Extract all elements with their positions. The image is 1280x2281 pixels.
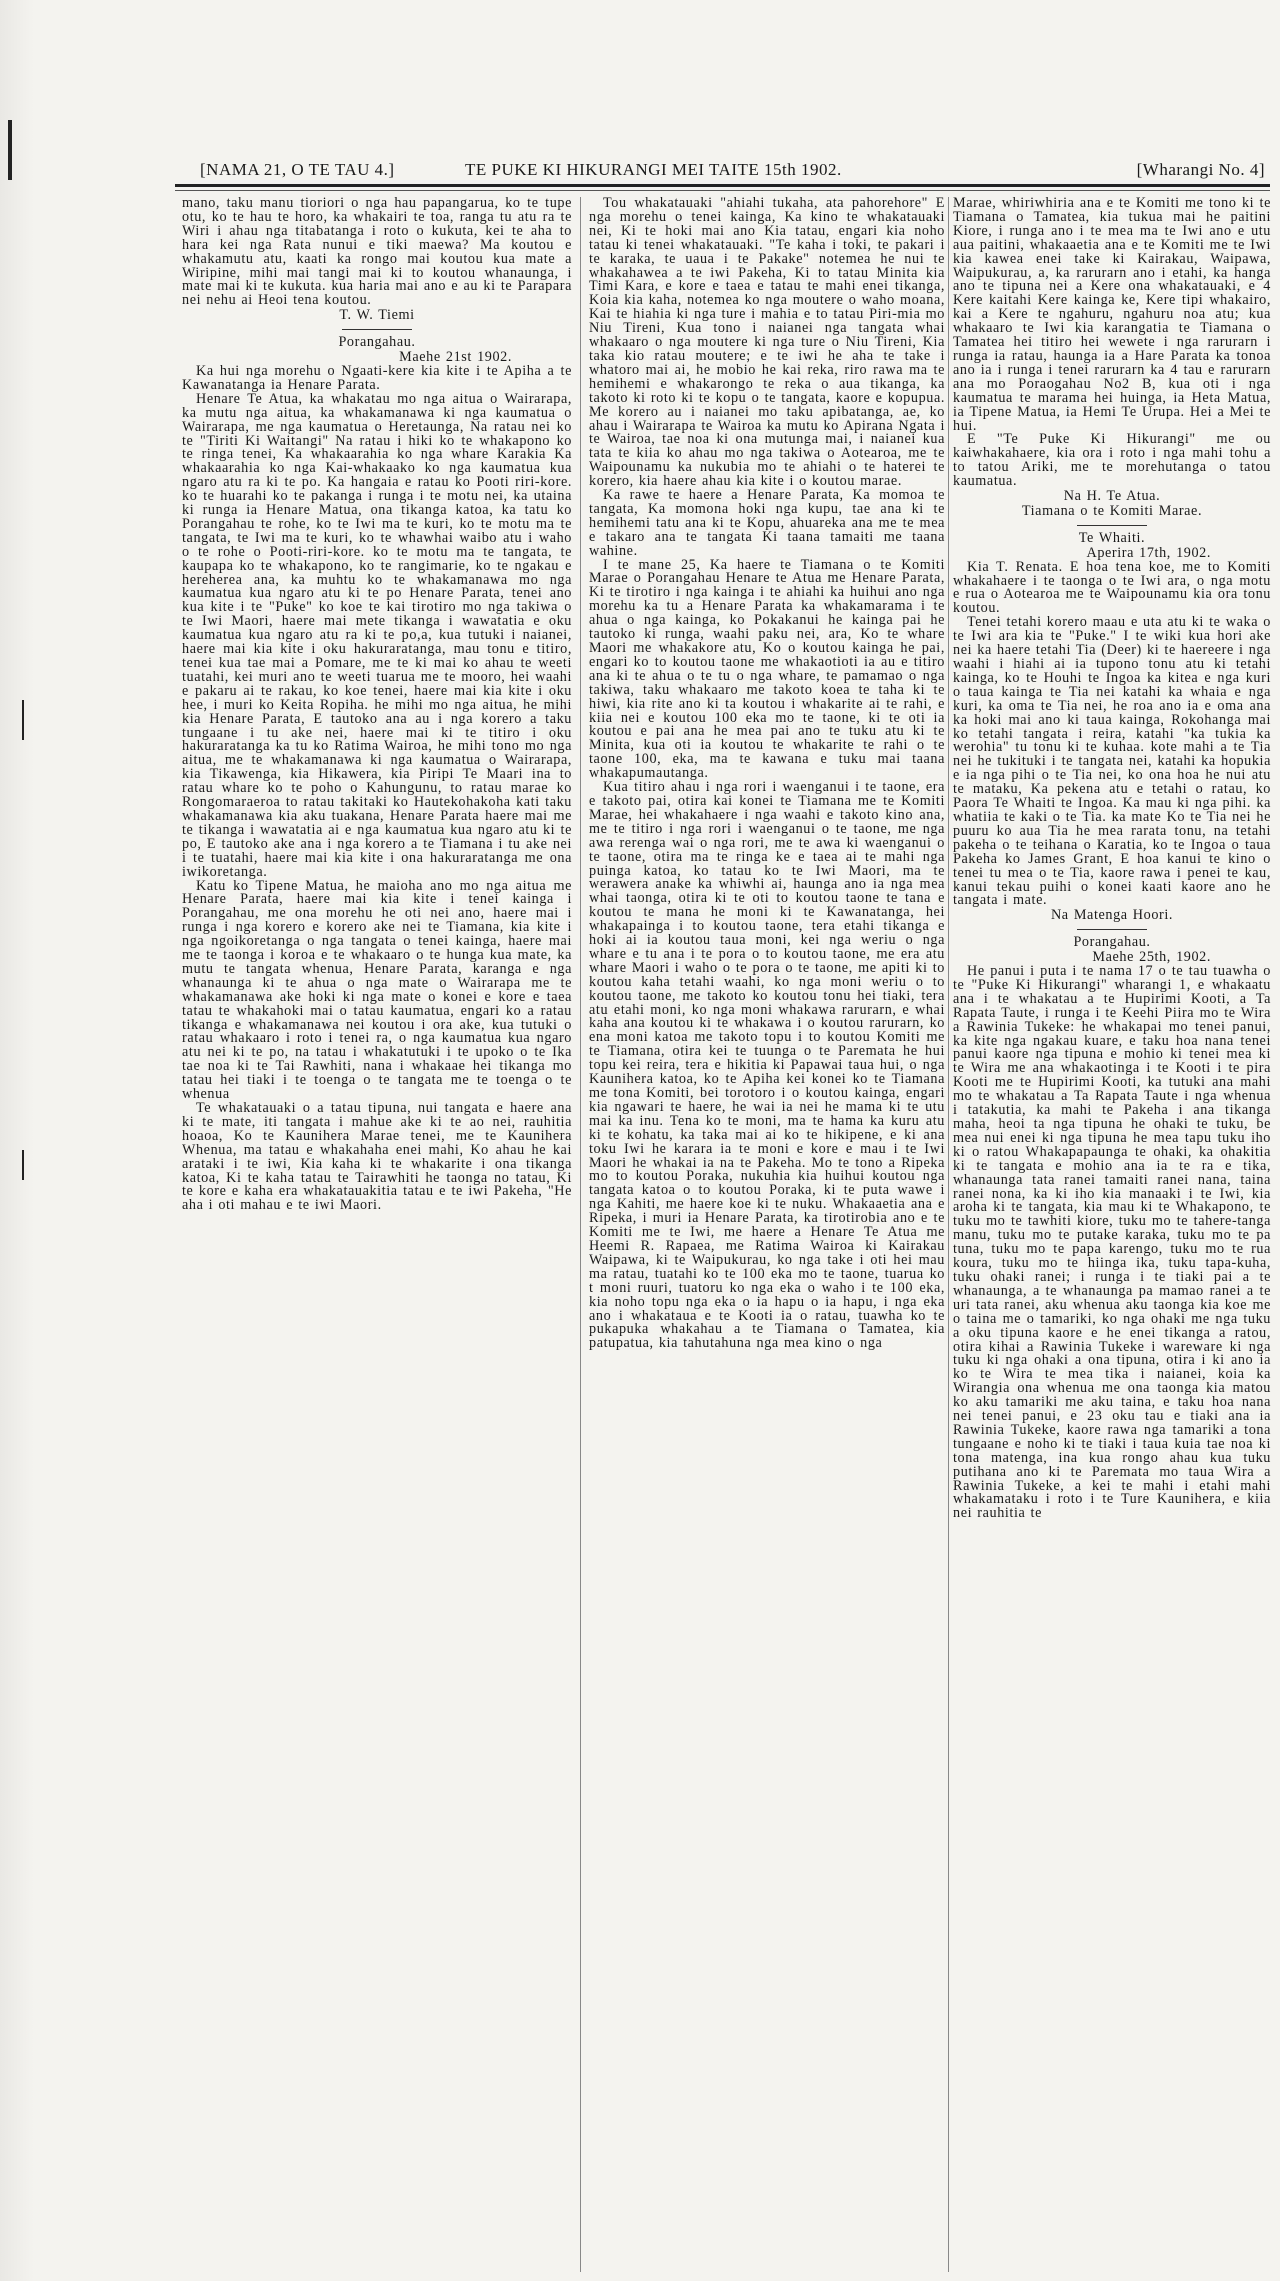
signature: Na Matenga Hoori. bbox=[1050, 907, 1174, 924]
signature: T. W. Tiemi bbox=[339, 307, 415, 324]
column-1 bbox=[182, 197, 572, 1213]
article-paragraph: I te mane 25, Ka haere te Tiamana o te Komiti Marae o Porangahau Henare te Atua me Henare Parata, Ki te tirotiro i nga kainga i te ahiahi ka huihui ano nga morehu ka tu a Henare Parata ka whakamarama i te ahua o nga kainga, ko Pokakanui he kainga pai he tautoko ki runga, waahi paku nei, ara, Ko te whare Maori me whakakore atu, Ko o koutou kainga he pai, engari ko to koutou taone me whakaotioti ia au e titiro ana ki te ahua o te tu o nga whare, te pamamao o nga takiwa, taku whakaaro me takoto koea te taha ki te hiwi, kia rite ano ki ta koutou i whakarite ai te rahi, e kiia nei e koutou 100 eka mo te taone, ki te oti ia koutou e pai ana he mea pai ano te tuku atu ki te Minita, kua oti ia koutou te whakarite te rahi o te taone 100, eka, ma te kawana e tuku mai taana whakapumautanga. bbox=[589, 556, 945, 782]
dateline-date: Maehe 21st 1902. bbox=[399, 349, 512, 366]
column-3 bbox=[953, 197, 1271, 1521]
dateline-date: Aperira 17th, 1902. bbox=[1086, 544, 1211, 561]
article-paragraph: Te whakatauaki o a tatau tipuna, nui tangata e haere ana ki te mate, iti tangata i mahue ake ki te ao nei, rauhitia hoaoa, Ko te Kaunihera Marae tenei, me te Kaunihera Whenua, ma tatau e whakahaha enei mahi, Ko ahau he kai arataki i te iwi, Kia kaha ki te whakarite i ona tikanga katoa, Ki te kaha tatau te Tairawhiti he taonga no tatau, Ki te kore e kaha era whakatauakitia tatau e te iwi Pakeha, "He aha i oti mahau e te iwi Maori. bbox=[182, 1100, 572, 1214]
dateline-place: Porangahau. bbox=[338, 334, 416, 351]
page-binding-edge bbox=[0, 0, 34, 2281]
article-paragraph: mano, taku manu tioriori o nga hau papangarua, ko te tupe otu, ko te hau te horo, ka whakairi te toa, ranga tu atu ra te Wiri i ahau nga titabatanga i roto o kukuta, kei te aha to hara kei nga Rata nunui e tiki maewa? Ma koutou e whakamutu atu, kaati ka rongo mai koutou kua mate a Wiripine, mihi mai tangi mai ki to koutou whanaunga, i mate mai ki te kukuta. kua haria mai ano e au ki te Parapara nei nehu ai Heoi tena koutou. bbox=[182, 195, 572, 309]
dateline-place: Te Whaiti. bbox=[1078, 529, 1146, 546]
page-number: [Wharangi No. 4] bbox=[1136, 160, 1265, 179]
masthead bbox=[200, 160, 1265, 184]
article-paragraph: E "Te Puke Ki Hikurangi" me ou kaiwhakahaere, kia ora i roto i nga mahi tohu a to tatou Ariki, me te morehutanga o tatou kaumatua. bbox=[953, 431, 1271, 490]
article-paragraph: Ka hui nga morehu o Ngaati-kere kia kite i te Apiha a te Kawanatanga ia Henare Parata. bbox=[182, 362, 572, 393]
signature: Tiamana o te Komiti Marae. bbox=[1021, 502, 1203, 519]
binding-shadow bbox=[22, 700, 24, 740]
column-divider bbox=[948, 197, 949, 2272]
article-paragraph: Henare Te Atua, ka whakatau mo nga aitua o Wairarapa, ka mutu nga aitua, ka whakamanawa ki nga kaumatua o Wairarapa, me nga kaumatua o Heretaunga, Na ratau nei ko te "Tiriti Ki Waitangi" Na ratau i hiki ko te whakapono ko te ringa tenei, Ka whakaarahia ko nga whare Karakia Ka whakaarahia ko nga Kai-whakaako ko nga kaumatua kua ngaro atu ra ki te po. Ka hangaia e ratau ko Pooti riri-kore. ko te huarahi ko te pakanga i runga i te motu nei, ka utaina ki runga ia Henare Matua, ona tikanga katoa, ka tatu ko Porangahau te rohe, ko te Iwi ma te kuri, ko te motu ma te tangata, te Iwi ma te kuri, ko te whawhai waibo atu i waho o te rohe o Pooti-riri-kore. ko te motu ma te tangata, te kaupapa ko te whakapono, ko te rangimarie, ko te ngakau e hereherea ana, ka muhtu ko te whakamanawa mo nga kaumatua kua ngaro atu ki te po Henare Parata, tenei ano kua kite i te "Puke" ko koe te kai tirotiro mo nga takiwa o te Iwi Maori, haere mai mete tikanga i wawatatia e oku kaumatua kua ngaro atu ra ki te po,a, kua tutuki i naianei, haere mai kia kite i oku hakuraratanga, mau tonu e titiro, tenei kua tae mai a Pomare, me te ki mai ko ahau te weeti tuatahi, kei muri ano te weeti tuarua me te mooro, hei waahi e pakaru ai te rakau, ko koe tenei, haere mai kia kite i oku hee, i muri ko Keita Ropiha. he mihi mo nga aitua, he mihi kia Henare Parata, E tautoko ana au i nga korero a taku tungaane i tu ake nei, haere mai ki te titiro i oku hakuraratanga ka tu ko Ratima Wairoa, he mihi tono mo nga aitua, me te whakamanawa ki nga kaumatua o Wairarapa, kia Tikawenga, kia Hikawera, kia Piripi Te Maari ina to ratau whare ko te poho o Kahungunu, to ratau marae ko Rongomaraeroa to ratau takitaki ko Hautekohakoha kati taku whakamanawa kia aku tuakana, Henare Parata haere mai me te tikanga i wawatatia ai e nga kaumatua kua ngaro atu ki te po, E tautoko ake ana i nga korero a te Tiamana i tu ake nei i te tuatahi, haere mai kia kite i ona hakuraratanga me ona iwikoretanga. bbox=[182, 390, 572, 880]
dateline-place: Porangahau. bbox=[1073, 934, 1151, 951]
masthead-rule bbox=[175, 184, 1270, 187]
newspaper-title: TE PUKE KI HIKURANGI MEI TAITE 15th 1902. bbox=[465, 160, 842, 179]
article-paragraph: Tenei tetahi korero maau e uta atu ki te waka o te Iwi ara kia te "Puke." I te wiki kua hori ake nei ka haere tetahi Tia (Deer) ki te haereere i nga waahi i hiahi ai ia tupono tonu atu ki tetahi kainga, ko te Houhi te Ingoa ka kitea e nga kuri o taua kainga te Tia nei katahi ka whaia e nga kuri, ka oma te Tia nei, he roa ano ia e oma ana ka hoki mai ano ki taua kainga, Rokohanga mai ko tetahi tangata i reira, katahi "ka tukia ka werohia" tu tonu ki te kuhaa. kote mahi a te Tia nei he tukituki i te tangata nei, katahi ka hopukia e ia nga pihi o te Tia nei, ko ona hoa he nui atu te mataku, Ka pekena atu e tetahi o ratau, ko Paora Te Whaiti te Ingoa. Ka mau ki nga pihi. ka whatiia te kaki o te Tia. ka mate Ko te Tia nei he puuru ko aua Tia he mea rarata tonu, na tetahi pakeha o te teihana o Karatia, ko te Ingoa o taua Pakeha ko James Grant, E hoa kanui te kino o tenei tu mea o te Tia, kaore rawa i penei te kau, kanui tekau puihi o konei kaati kaore ano he tangata i mate. bbox=[953, 614, 1271, 909]
article-paragraph: Marae, whiriwhiria ana e te Komiti me tono ki te Tiamana o Tamatea, kia tukua mai he paitini Kiore, i runga ano i te mea ma te Iwi ano e utu aua paitini, whakaaetia ana e te Komiti me te Iwi kia kawea enei take ki Kairakau, Waipawa, Waipukurau, a, ka rarurarn ano i etahi, ka hanga ano te tipuna nei a Kere ona whakatauaki, e 4 Kere kaitahi Kere kainga ke, Kere tipi whakairo, kai a Kere te ngahuru, ngahuru noa atu; kua whakaaro te Iwi kia karangatia te Tiamana o Tamatea hei titiro hei wewete i nga rarurarn i runga ia ratau, haunga ia a Hare Parata ka tonoa ano ia i runga i tenei rarurarn ka 4 tau e rarurarn ana mo Poraogahau No2 B, kua oti i nga kaumatua te marama hei huinga, ia Heta Matua, ia Tipene Matua, ia Hemi Te Urupa. Hei a Mei te hui. bbox=[953, 195, 1271, 434]
column-2 bbox=[589, 197, 945, 1351]
article-paragraph: Tou whakatauaki "ahiahi tukaha, ata pahorehore" E nga morehu o tenei kainga, Ka kino te whakatauaki nei, Ki te hoki mai ano Kia tatau, engari kia noho tatau ki tenei whakatauaki. "Te kaha i toki, te pakari i te karaka, te uaua i te Pakake" notemea he nui te whakahawea a te iwi Pakeha, Ki to tatau Minita kia Timi Kara, e kore e taea e tatau te mahi enei tikanga, Koia kia kaha, notemea ko nga moutere o waho moana, Kai te hiahia ki nga ture i mahia e to tatau Piri-mia mo Niu Tireni, Kua tono i naianei nga tangata whai whakaaro o nga moutere ki nga ture o Niu Tireni, Kia taka kio ratau moutere; e te iwi he aha te take i whatoro mai ai, he mobio he kai reka, riro rawa ma te hemihemi e whakarongo te reka o aua tikanga, ka takoto ki roto ki te kopu o te tangata, kaore e kopupua. Me korero au i naianei mo taku apibatanga, ae, ko ahau i Wairarapa te Wairoa ka mutu ko Apirana Ngata i te Wairoa, tae noa ki ona mutunga mai, i naianei kua tata te kiia ko ahau mo nga takiwa o Aotearoa, me te Waipounamu ka nukubia mo te ahiahi o te haterei te korero, kia haere ahau kia kite i o koutou marae. bbox=[589, 195, 945, 490]
binding-shadow bbox=[8, 120, 12, 180]
article-paragraph: He panui i puta i te nama 17 o te tau tuawha o te "Puke Ki Hikurangi" wharangi 1, e whakaatu ana i te whakatau a te Hupirimi Kooti, a Ta Rapata Taute, i runga i te Keehi Piira mo te Wira a Rawinia Tukeke: he whakapai mo tenei panui, ka kite nga ngakau kuare, e taku hoa nana tenei panui kaore nga tipuna e mohio ki tenei mea ki te Wira me ana whakaotinga i te Kooti i te pira Kooti me te Hupirimi Kooti, ka tutuki ana mahi mo te whakatau a Ta Rapata Taute i nga whenua i tatakutia, ka mahi te Pakeha i ana tikanga maha, heoi ta nga tipuna he ohaki te tuku, be mea nui enei ki nga tipuna he mea tapu tuku iho ki o ratou Whakapapaunga te ohaki, ka ohakitia ki te tangata e mohio ana ia te ra e tika, whanaunga tata ranei tamaiti ranei nana, taina ranei nona, ka ki iho kia manaaki i te Iwi, kia aroha ki te tangata, kia mau ki te Whakapono, te tuku mo te tawhiti kiore, tuku mo te tahere-tanga manu, tuku mo te putake karaka, tuku mo te pa tuna, tuku mo te papa karengo, tuku mo te rua koura, tuku mo te hiinga ika, tuku tapa-kuha, tuku ohaki ranei; i runga i te tiaki pai a te whanaunga, a te whanaunga pa mamao ranei a te uri tata ranei, aku whenua aku taonga kia koe me o taina me o tamariki, ko nga ohaki me nga tuku a oku tipuna kaore e he enei tikanga a ratou, otira kihai a Rawinia Tukeke i wareware ki nga tuku ki nga ohaki a ona tipuna, otira i ki ano ia ko te Wira te mea tika i naianei, koia ka Wirangia ona whenua me ona taonga kia matou ko aku tamariki me aku taina, e taku hoa nana nei tenei panui, e 23 oku tau e tiaki ana ia Rawinia Tukeke, kaore rawa nga tamariki a tona tungaane e noho ki te tiaki i taua kuia tae noa ki tona matenga, ina kua rongo ahau kua tuku putihana ano ki te Paremata mo taua Wira a Rawinia Tukeke, a kei te mahi i etahi mahi whakamataku i roto i te Ture Kaunihera, e kiia nei rauhitia te bbox=[953, 963, 1271, 1522]
binding-shadow bbox=[22, 1150, 24, 1180]
article-paragraph: Kua titiro ahau i nga rori i waenganui i te taone, era e takoto pai, otira kai konei te Tiamana me te Komiti Marae, hei whakahaere i nga waahi e takoto kino ana, me te titiro i nga rori i waenganui o te taone, me nga awa rerenga wai o nga rori, me te awa ki waenganui o te taone, otira ma te ringa ke e taea ai te mahi nga puinga katoa, ko tatau ko te Iwi Maori, ma te werawera anake ka whiwhi ai, haunga ano ia nga mea whai taonga, otira ki te oti to koutou taone te tana e koutou te mana he moni ki te Kawanatanga, hei whakapainga i to koutou taone, tera etahi tikanga e hoki ai ia koutou taua moni, kei nga weriu o nga whare e tu ana i te pora o to koutou taone, me era atu whare Maori i waho o te pora o te taone, me apiti ki to koutou kaha tetahi waahi, ko nga moni weriu o to koutou taone, me takoto ko koutou tonu hei tiaki, tera atu etahi moni, ko nga moni whakawa rarurarn, e whai kaha ana koutou ki te whakawa i o koutou rarurarn, ko ena moni katoa me takoto topu i to koutou Komiti me te Tiamana, otira kei te tuunga o te Paremata he hui topu kei reira, tera e hikitia ki Papawai taua hui, o nga Kaunihera katoa, ko te Apiha kei konei ko te Tiamana me tona Komiti, bei torotoro i o koutou kainga, engari kia ngawari te haere, he wai ia nei he mama ki te utu mai ka inu. Tena ko te moni, ma te hama ka kuru atu ki te kohatu, ka taka mai ai ko te hikipene, e ki ana toku Iwi he karara ia te moni e kore e mau i te Iwi Maori he whakai ia na te Pakeha. Mo te tono a Ripeka mo to koutou Poraka, nukuhia kia huihui koutou nga tangata katoa o to koutou Poraka, ki te puta wawe i nga Kahiti, me haere koe ki te nuku. Whakaaetia ana e Ripeka, i muri ia Henare Parata, ka tirotirobia ano e te Komiti me te Iwi, me haere a Henare Te Atua me Heemi R. Rapaea, me Ratima Wairoa ki Kairakau Waipawa, ki te Waipukurau, ko nga take i oti hei mau ma ratau, tuatahi ko te 100 eka mo te taone, tuarua ko t moni ruuri, tuatoru ko nga eka o waho i te 100 eka, kia noho topu nga eka o ia hapu o ia hapu, i nga eka ano i whakataua e te Kooti ia o ratau, tuawha ko te pukapuka whakahau a te Tiamana o Tamatea, kia patupatua, kia tahutahuna nga mea kino o nga bbox=[589, 779, 945, 1352]
section-divider bbox=[1077, 525, 1147, 526]
masthead-rule-thin bbox=[175, 190, 1270, 191]
section-divider bbox=[1077, 929, 1147, 930]
signature: Na H. Te Atua. bbox=[1063, 488, 1161, 505]
article-paragraph: Ka rawe te haere a Henare Parata, Ka momoa te tangata, Ka momona hoki nga kupu, tae ana ki te hemihemi tatu ana ki te Kopu, ahuareka ana me te mea e takaro ana te tangata Ki taana tamaiti me taana wahine. bbox=[589, 487, 945, 559]
issue-number: [NAMA 21, O TE TAU 4.] bbox=[200, 160, 395, 179]
column-divider bbox=[580, 197, 581, 2272]
article-paragraph: Kia T. Renata. E hoa tena koe, me to Komiti whakahaere i te taonga o te Iwi ara, o nga motu e rua o Aotearoa me te Waipounamu kia ora tonu koutou. bbox=[953, 558, 1271, 617]
dateline-date: Maehe 25th, 1902. bbox=[1092, 949, 1211, 966]
article-paragraph: Katu ko Tipene Matua, he maioha ano mo nga aitua me Henare Parata, haere mai kia kite i tenei kainga i Porangahau, me ona morehu he oti nei ano, haere mai i runga i nga korero e korero ake nei te Tiamana, kia kite i nga ngoikoretanga o nga tangata o tenei kainga, haere mai me te taonga i koroa e te whakaaro o te hunga kua mate, ka mutu te tangata whenua, Henare Parata, karanga e nga whanaunga ki te ahua o nga mate o Wairarapa me te whakamanawa ake hoki ki nga mate o konei e kore e taea tatau te whakahoki mai o tatau kaumatua, engari ko a ratau tikanga e whakamanawa nei koutou i ora ake, kua tutuki o ratau whakaaro i roto i tenei ra, o nga kaumatua kua ngaro atu nei ki te po, na tatau i whakatutuki i te upoko o te Ika tae noa ki te Tai Rawhiti, nana i whakaae hei tikanga mo tatau hei tiaki i te toenga o te tangata me te toenga o te whenua bbox=[182, 877, 572, 1103]
section-divider bbox=[342, 329, 412, 330]
